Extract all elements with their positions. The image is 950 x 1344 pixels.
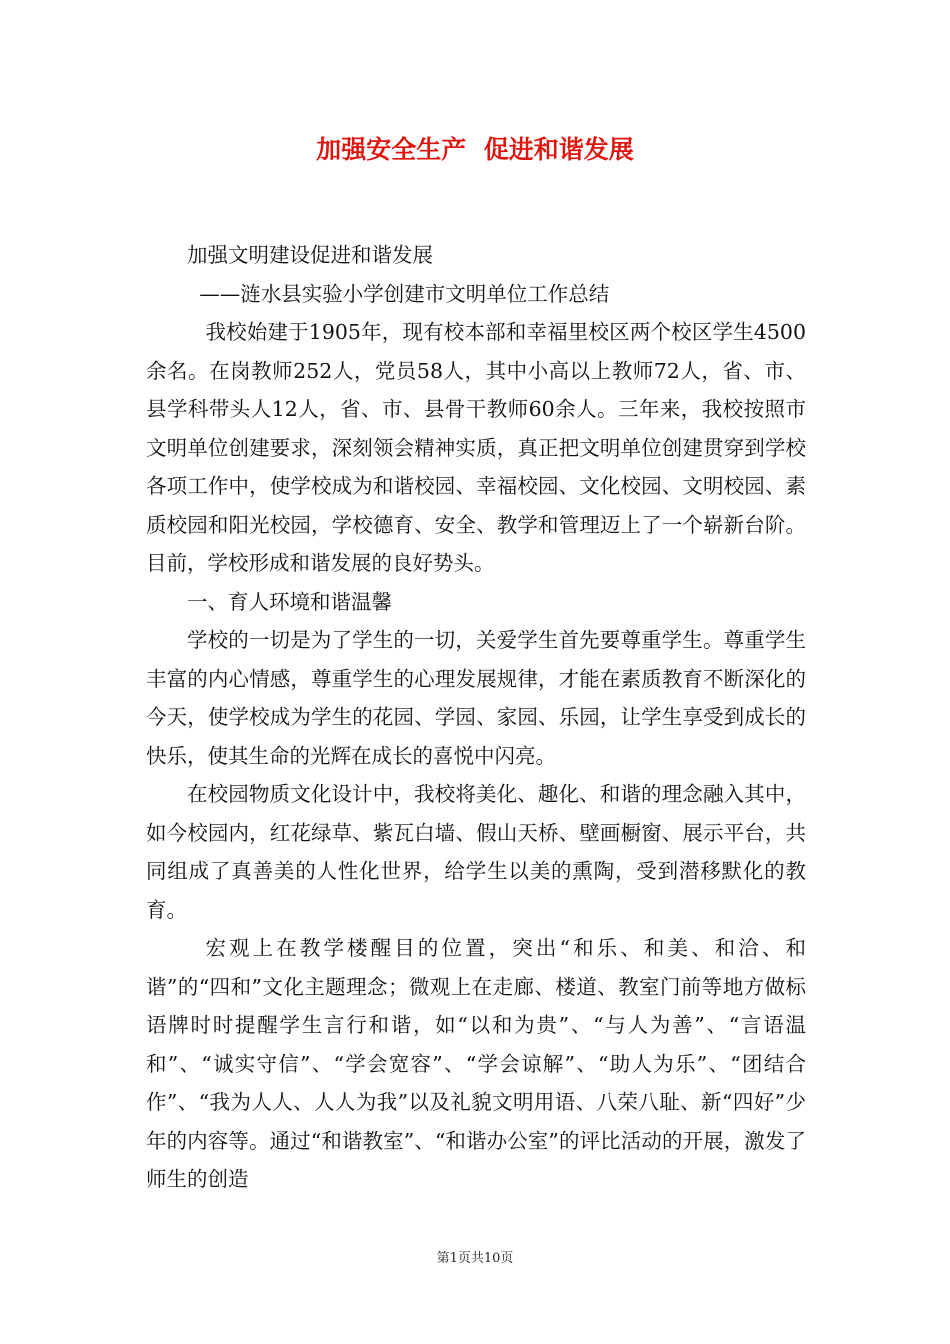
paragraph-campus-culture: 在校园物质文化设计中，我校将美化、趣化、和谐的理念融入其中，如今校园内，红花绿草、紫瓦白墙、假山天桥、壁画橱窗、展示平台，共同组成了真善美的人性化世界，给学生以美的熏陶，受到潜移默化的教育。	[146, 782, 806, 922]
paragraph-school-overview: 我校始建于1905年，现有校本部和幸福里校区两个校区学生4500余名。在岗教师252人，党员58人，其中小高以上教师72人，省、市、县学科带头人12人，省、市、县骨干教师60余人。三年来，我校按照市文明单位创建要求，深刻领会精神实质，真正把文明单位创建贯穿到学校各项工作中，使学校成为和谐校园、幸福校园、文化校园、文明校园、素质校园和阳光校园，学校德育、安全、教学和管理迈上了一个崭新台阶。目前，学校形成和谐发展的良好势头。	[146, 320, 806, 575]
page-title: 加强安全生产 促进和谐发展	[316, 135, 634, 164]
section-heading-1: 一、育人环境和谐温馨	[187, 589, 392, 614]
intro-heading: 加强文明建设促进和谐发展	[187, 243, 433, 267]
document-subtitle: ——涟水县实验小学创建市文明单位工作总结	[199, 281, 610, 306]
page-number: 第1页共10页	[436, 1251, 514, 1266]
paragraph-harmony-themes: 宏观上在教学楼醒目的位置，突出“和乐、和美、和洽、和谐”的“四和”文化主题理念；微观上在走廊、楼道、教室门前等地方做标语牌时时提醒学生言行和谐，如“以和为贵”、“与人为善”、“言语温和”、“诚实守信”、“学会宽容”、“学会谅解”、“助人为乐”、“团结合作”、“我为人人、人人为我”以及礼貌文明用语、八荣八耻、新“四好”少年的内容等。通过“和谐教室”、“和谐办公室”的评比活动的开展，激发了师生的创造	[146, 936, 806, 1191]
paragraph-respect-students: 学校的一切是为了学生的一切，关爱学生首先要尊重学生。尊重学生丰富的内心情感，尊重学生的心理发展规律，才能在素质教育不断深化的今天，使学校成为学生的花园、学园、家园、乐园，让学生享受到成长的快乐，使其生命的光辉在成长的喜悦中闪亮。	[146, 628, 806, 768]
document-body	[146, 236, 806, 1199]
